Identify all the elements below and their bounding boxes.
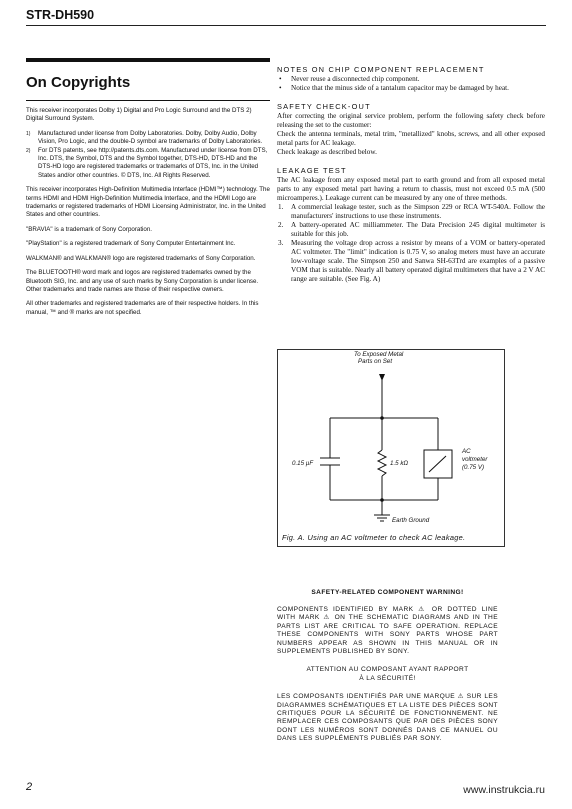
other-trademarks-paragraph: All other trademarks and registered trademarks are of their respective holders. In this manual, ™ and ® marks are not specified. (26, 300, 259, 316)
leakage-test-title: LEAKAGE TEST (277, 166, 347, 175)
safety-check-p2: Check the antenna terminals, metal trim, "metallized" knobs, screws, and all other exposed metal parts for AC leakage. (277, 130, 545, 147)
footnote-1-mark: 1) (26, 130, 31, 137)
model-header: STR-DH590 (26, 8, 95, 22)
meter-label-voltmeter: voltmeter (462, 456, 488, 463)
chip-note-text: Notice that the minus side of a tantalum capacitor may be damaged by heat. (291, 84, 509, 92)
safety-check-p1: After correcting the original service problem, perform the following safety check before releasing the set to the customer: (277, 112, 545, 129)
warning-french: LES COMPOSANTS IDENTIFIÉS PAR UNE MARQUE ⚠ SUR LES DIAGRAMMES SCHÉMATIQUES ET LA LISTE DES PIÈCES SONT CRITIQUES POUR LA SÉCURITÉ DE FONCTIONNEMENT. NE REMPLACER CES COMPOSANTS QUE PAR DES PIÈCES SONY DONT LES NUMÉROS SONT DONNÉS DANS CE MANUEL OU DANS LES SUPPLÉMENTS PUBLIÉS PAR SONY. (277, 693, 498, 743)
leakage-item (278, 221, 545, 239)
safety-warning-section (277, 589, 498, 754)
chip-note-text: Never reuse a disconnected chip component. (291, 75, 420, 83)
footnote-2-text: For DTS patents, see http://patents.dts.com. Manufactured under license from DTS, Inc. DTS, the Symbol, DTS and the Symbol together, DTS-HD, DTS-HD and the DTS-HD logo are registered trademarks or trademarks of DTS, Inc. in the United States and/or other countries. © DTS, Inc. All Rights Reserved. (38, 146, 268, 179)
item-text: A battery-operated AC milliammeter. The Data Precision 245 digital multimeter is suitable for this job. (291, 221, 545, 238)
leakage-item (278, 239, 545, 284)
safety-check-title: SAFETY CHECK-OUT (277, 102, 371, 111)
bravia-paragraph: "BRAVIA" is a trademark of Sony Corporation. (26, 225, 153, 233)
warning-title: SAFETY-RELATED COMPONENT WARNING! (311, 589, 464, 596)
safety-check-p3: Check leakage as described below. (277, 148, 377, 156)
item-number: 3. (278, 239, 284, 247)
service-notes (277, 65, 545, 284)
chip-notes-title: NOTES ON CHIP COMPONENT REPLACEMENT (277, 65, 485, 74)
footnote-2-mark: 2) (26, 147, 31, 154)
earth-ground-label: Earth Ground (392, 517, 430, 524)
figure-a (277, 349, 505, 547)
item-text: A commercial leakage tester, such as the Simpson 229 or RCA WT-540A. Follow the manufacturers' instructions to use these instruments. (291, 203, 545, 220)
bullet-mark: • (279, 75, 282, 83)
bluetooth-paragraph: The BLUETOOTH® word mark and logos are registered trademarks owned by the Bluetooth SIG, Inc. and any use of such marks by Sony Corporation is under license. Other trademarks and trade names are those of their respective owners. (26, 269, 259, 293)
warning-french-title-line2: À LA SÉCURITÉ! (359, 674, 416, 682)
dolby-paragraph: This receiver incorporates Dolby 1) Digital and Pro Logic Surround and the DTS 2) Digital Surround System. (26, 107, 252, 123)
bullet-mark: • (279, 84, 282, 92)
leakage-p1: The AC leakage from any exposed metal part to earth ground and from all exposed metal parts to any exposed metal part having a return to chassis, must not exceed 0.5 mA (500 microamperes.). Leakage current can be measured by any one of three methods. (277, 176, 545, 202)
footnote-2 (26, 146, 270, 181)
hdmi-paragraph: This receiver incorporates High-Definition Multimedia Interface (HDMI™) technology. The terms HDMI and HDMI High-Definition Multimedia Interface, and the HDMI Logo are trademarks or registered trademarks of HDMI Licensing Administrator, Inc. in the United States and other countries. (26, 186, 270, 219)
header-rule (26, 25, 546, 26)
footnote-1 (26, 129, 270, 147)
item-text: Measuring the voltage drop across a resistor by means of a VOM or battery-operated AC voltmeter. The "limit" indication is 0.75 V, so analog meters must have an accurate low-voltage scale. The Simpson 250 and Sanwa SH-63Trd are examples of a passive VOM that is suitable. Nearly all battery operated digital multimeters that have a 2 V AC range are suitable. (See Fig. A) (291, 239, 545, 283)
capacitor-label: 0.15 µF (292, 460, 314, 467)
chip-note-item (279, 75, 545, 84)
copyrights-rule (26, 100, 270, 101)
warning-french-title (277, 666, 498, 683)
page-number: 2 (26, 781, 33, 793)
chip-note-item (279, 84, 545, 93)
resistor-label: 1.5 kΩ (390, 460, 409, 467)
parts-on-set-label: Parts on Set (358, 358, 393, 365)
copyrights-title: On Copyrights (26, 58, 270, 96)
playstation-paragraph: "PlayStation" is a registered trademark of Sony Computer Entertainment Inc. (26, 240, 236, 248)
exposed-metal-label: To Exposed Metal (354, 351, 404, 358)
leakage-item (278, 203, 545, 221)
item-number: 2. (278, 221, 284, 229)
footnote-1-text: Manufactured under license from Dolby Laboratories. Dolby, Dolby Audio, Dolby Vision, Pro Logic, and the double-D symbol are trademarks of Dolby Laboratories. (38, 129, 263, 146)
warning-french-title-line1: ATTENTION AU COMPOSANT AYANT RAPPORT (306, 666, 469, 674)
warning-english: COMPONENTS IDENTIFIED BY MARK ⚠ OR DOTTED LINE WITH MARK ⚠ ON THE SCHEMATIC DIAGRAMS AND IN THE PARTS LIST ARE CRITICAL TO SAFE OPERATION. REPLACE THESE COMPONENTS WITH SONY PARTS WHOSE PART NUMBERS APPEAR AS SHOWN IN THIS MANUAL OR IN SUPPLEMENTS PUBLISHED BY SONY. (277, 606, 498, 656)
item-number: 1. (278, 203, 284, 211)
meter-label-limit: (0.75 V) (462, 464, 485, 471)
walkman-paragraph: WALKMAN® and WALKMAN® logo are registered trademarks of Sony Corporation. (26, 254, 256, 262)
figure-caption: Fig. A. Using an AC voltmeter to check AC leakage. (282, 533, 466, 542)
meter-label-ac: AC (462, 448, 471, 455)
site-watermark: www.instrukcia.ru (463, 784, 545, 796)
copyrights-section (26, 58, 270, 323)
